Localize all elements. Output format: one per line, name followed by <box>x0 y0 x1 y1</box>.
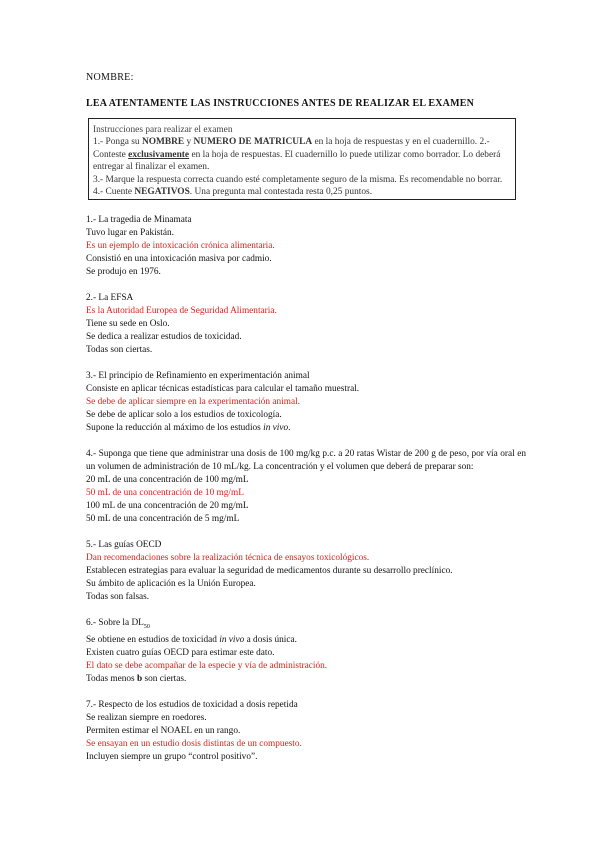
option-d-text: Supone la reducción al máximo de los estudios <box>86 423 264 433</box>
option-b: Establecen estrategias para evaluar la seguridad de medicamentos durante su desarrollo preclínico. <box>86 566 453 576</box>
instr-item2-emphasis: exclusivamente <box>128 149 190 160</box>
option-a: Se realizan siempre en roedores. <box>86 712 207 723</box>
option-c-correct: Se ensayan en un estudio dosis distintas de un compuesto. <box>86 738 302 749</box>
question-5 <box>86 539 526 604</box>
question-3 <box>86 370 526 435</box>
option-b-correct: 50 mL de una concentración de 10 mg/mL <box>86 488 244 498</box>
option-d-text: Todas menos <box>86 673 137 684</box>
option-c: 100 mL de una concentración de 20 mg/mL <box>86 501 249 511</box>
instr-item2-text: 2.- Conteste <box>93 137 490 160</box>
instructions-heading: LEA ATENTAMENTE LAS INSTRUCCIONES ANTES DE REALIZAR EL EXAMEN <box>86 98 475 109</box>
question-stem <box>86 617 526 634</box>
question-stem-subscript: 50 <box>143 623 150 630</box>
option-c: Consistió en una intoxicación masiva por cadmio. <box>86 254 272 264</box>
question-6 <box>86 617 526 686</box>
instructions-title: Instrucciones para realizar el examen <box>93 125 233 135</box>
instr-item1-text: y <box>184 137 194 148</box>
option-a: Tuvo lugar en Pakistán. <box>86 228 174 238</box>
question-7 <box>86 699 526 764</box>
option-b: Permiten estimar el NOAEL en un rango. <box>86 725 241 736</box>
question-stem: 1.- La tragedia de Minamata <box>86 215 192 225</box>
option-d: Incluyen siempre un grupo “control positivo”. <box>86 751 258 762</box>
option-d-text: . <box>288 423 291 433</box>
questions-list <box>86 214 526 777</box>
question-stem: 3.- El principio de Refinamiento en experimentación animal <box>86 371 310 381</box>
instr-item1-text: en la hoja de respuestas y en el cuadernillo. <box>312 137 478 148</box>
option-d: Todas son ciertas. <box>86 345 153 355</box>
instr-item1-text: 1.- Ponga su <box>93 137 142 148</box>
instr-item2-text: en la hoja de respuestas. El cuadernillo lo puede utilizar como borrador. Lo deberá entregar al finalizar el examen. <box>93 149 501 173</box>
option-a-text: Se obtiene en estudios de toxicidad <box>86 634 220 645</box>
option-d: Todas son falsas. <box>86 592 150 602</box>
option-a: 20 mL de una concentración de 100 mg/mL <box>86 475 249 485</box>
option-a-italic: in vivo <box>219 634 245 645</box>
option-b: Existen cuatro guías OECD para estimar este dato. <box>86 647 275 658</box>
question-1 <box>86 214 526 279</box>
option-d-italic: in vivo <box>263 423 289 433</box>
option-d <box>86 673 526 686</box>
option-c: Se debe de aplicar solo a los estudios de toxicología. <box>86 410 282 420</box>
question-2 <box>86 292 526 357</box>
question-stem: 7.- Respecto de los estudios de toxicidad a dosis repetida <box>86 699 298 710</box>
option-d-text: son ciertas. <box>142 673 187 684</box>
instructions-item4 <box>93 186 509 198</box>
instr-item4-bold: NEGATIVOS <box>134 187 190 198</box>
question-stem: 4.- Suponga que tiene que administrar una dosis de 100 mg/kg p.c. a 20 ratas Wistar de 200 g de peso, por vía oral en un volumen de administración de 10 mL/kg. La concentración y el volumen que deberá de preparar son: <box>86 449 526 472</box>
option-c: Se dedica a realizar estudios de toxicidad. <box>86 332 242 342</box>
question-4 <box>86 448 526 526</box>
instructions-item3: 3.- Marque la respuesta correcta cuando esté completamente seguro de la misma. Es recomendable no borrar. <box>93 174 503 185</box>
instr-item4-text: 4.- Cuente <box>93 187 135 198</box>
option-a-correct: Dan recomendaciones sobre la realización técnica de ensayos toxicológicos. <box>86 553 370 563</box>
option-a-correct: Es la Autoridad Europea de Seguridad Alimentaria. <box>86 306 277 316</box>
instructions-text <box>93 136 509 173</box>
instructions-box <box>88 118 516 200</box>
option-d: Se produjo en 1976. <box>86 267 161 277</box>
option-a: Consiste en aplicar técnicas estadísticas para calcular el tamaño muestral. <box>86 384 360 394</box>
option-d <box>86 422 526 435</box>
option-a <box>86 634 526 647</box>
option-d-bold: b <box>137 673 143 684</box>
question-stem: 2.- La EFSA <box>86 293 134 303</box>
option-c: Su ámbito de aplicación es la Unión Europea. <box>86 579 256 589</box>
option-c-correct: El dato se debe acompañar de la especie y vía de administración. <box>86 660 328 671</box>
option-d: 50 mL de una concentración de 5 mg/mL <box>86 514 240 524</box>
instr-item1-bold-name: NOMBRE <box>141 137 185 148</box>
instr-item1-bold-matricula: NUMERO DE MATRICULA <box>193 137 313 148</box>
name-label: NOMBRE: <box>86 72 134 83</box>
instr-item4-text: . Una pregunta mal contestada resta 0,25 puntos. <box>189 187 373 198</box>
question-stem: 5.- Las guías OECD <box>86 540 162 550</box>
option-b-correct: Es un ejemplo de intoxicación crónica alimentaria. <box>86 241 275 251</box>
option-b-correct: Se debe de aplicar siempre en la experimentación animal. <box>86 397 300 407</box>
question-stem-text: 6.- Sobre la DL <box>86 618 144 628</box>
option-b: Tiene su sede en Oslo. <box>86 319 170 329</box>
option-a-text: a dosis única. <box>244 634 297 645</box>
